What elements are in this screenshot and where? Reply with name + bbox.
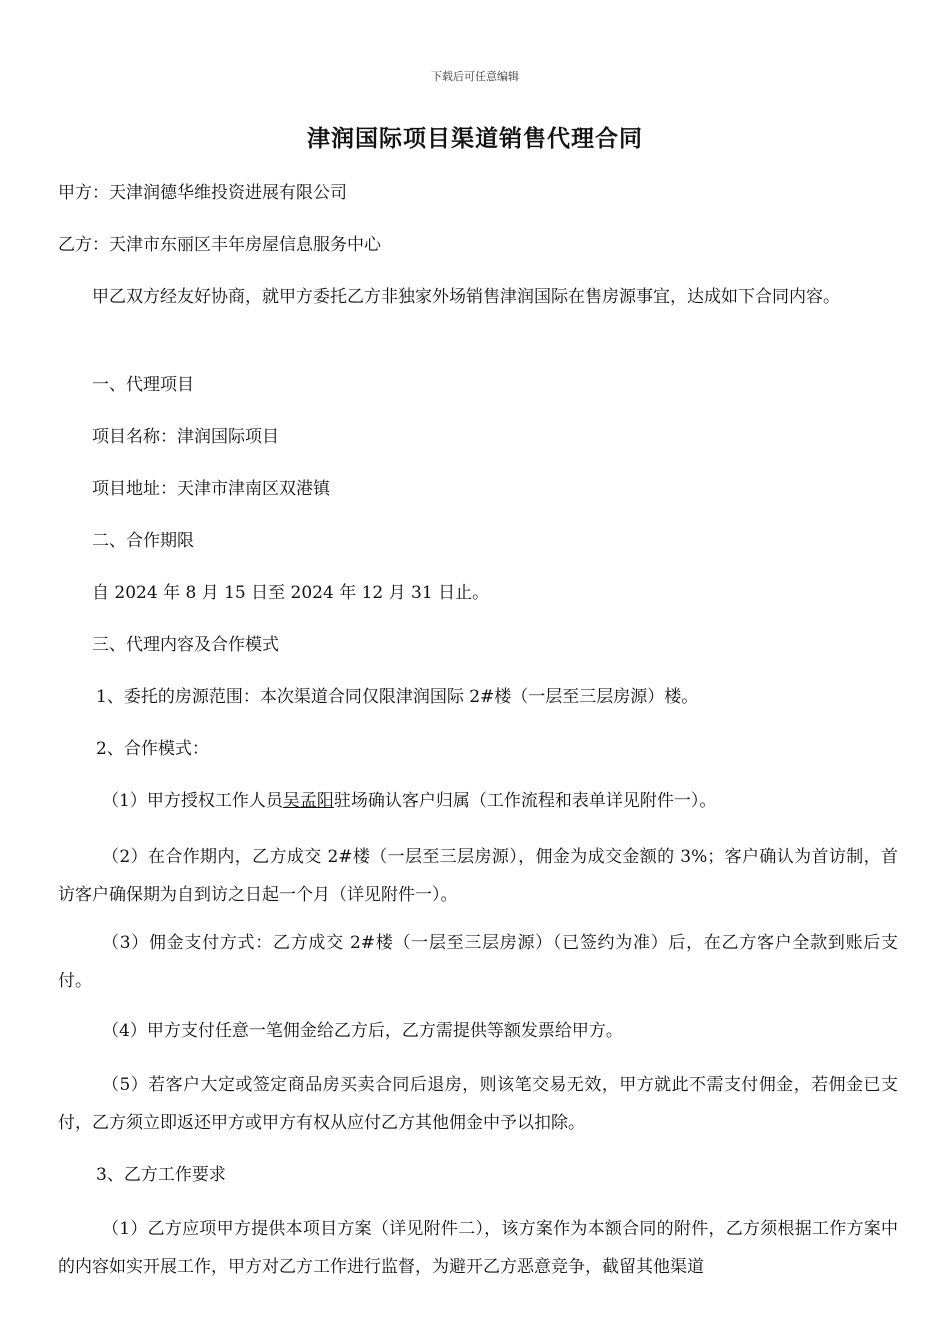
section2-heading: 二、合作期限 [92,531,194,551]
contract-title: 津润国际项目渠道销售代理合同 [307,125,643,152]
requirement-1: （1）乙方应项甲方提供本项目方案（详见附件二），该方案作为本额合同的附件，乙方须根据工作方案中的内容如实开展工作，甲方对乙方工作进行监督，为避开乙方恶意竞争，截留其他渠道 [58,1219,898,1277]
party-a: 甲方：天津润德华维投资进展有限公司 [58,183,347,203]
scope-item: 1、委托的房源范围：本次渠道合同仅限津润国际 2#楼（一层至三层房源）楼。 [96,687,699,707]
clause-1-pre: （1）甲方授权工作人员 [102,791,283,811]
section3-heading: 三、代理内容及合作模式 [92,635,279,655]
work-requirements-item: 3、乙方工作要求 [96,1165,226,1185]
clause-5: （5）若客户大定或签定商品房买卖合同后退房，则该笔交易无效，甲方就此不需支付佣金，若佣金已支付，乙方须立即返还甲方或甲方有权从应付乙方其他佣金中予以扣除。 [58,1075,898,1133]
download-note: 下载后可任意编辑 [431,70,519,83]
staff-name: 吴孟阳 [282,791,334,811]
project-name: 项目名称：津润国际项目 [92,427,279,447]
clause-3: （3）佣金支付方式：乙方成交 2#楼（一层至三层房源）（已签约为准）后，在乙方客户全款到账后支付。 [58,933,898,991]
section1-heading: 一、代理项目 [92,375,194,395]
clause-4: （4）甲方支付任意一笔佣金给乙方后，乙方需提供等额发票给甲方。 [102,1021,623,1041]
party-b: 乙方：天津市东丽区丰年房屋信息服务中心 [58,235,381,255]
clause-2: （2）在合作期内，乙方成交 2#楼（一层至三层房源），佣金为成交金额的 3%；客户确认为首访制，首访客户确保期为自到访之日起一个月（详见附件一）。 [58,847,898,905]
intro-paragraph: 甲乙双方经友好协商，就甲方委托乙方非独家外场销售津润国际在售房源事宜，达成如下合同内容。 [92,287,840,307]
project-address: 项目地址：天津市津南区双港镇 [92,479,330,499]
clause-1-post: 驻场确认客户归属（工作流程和表单详见附件一）。 [333,791,717,811]
cooperation-mode-item: 2、合作模式： [96,739,209,759]
clause-1 [102,782,716,820]
contract-period: 自 2024 年 8 月 15 日至 2024 年 12 月 31 日止。 [92,583,490,603]
